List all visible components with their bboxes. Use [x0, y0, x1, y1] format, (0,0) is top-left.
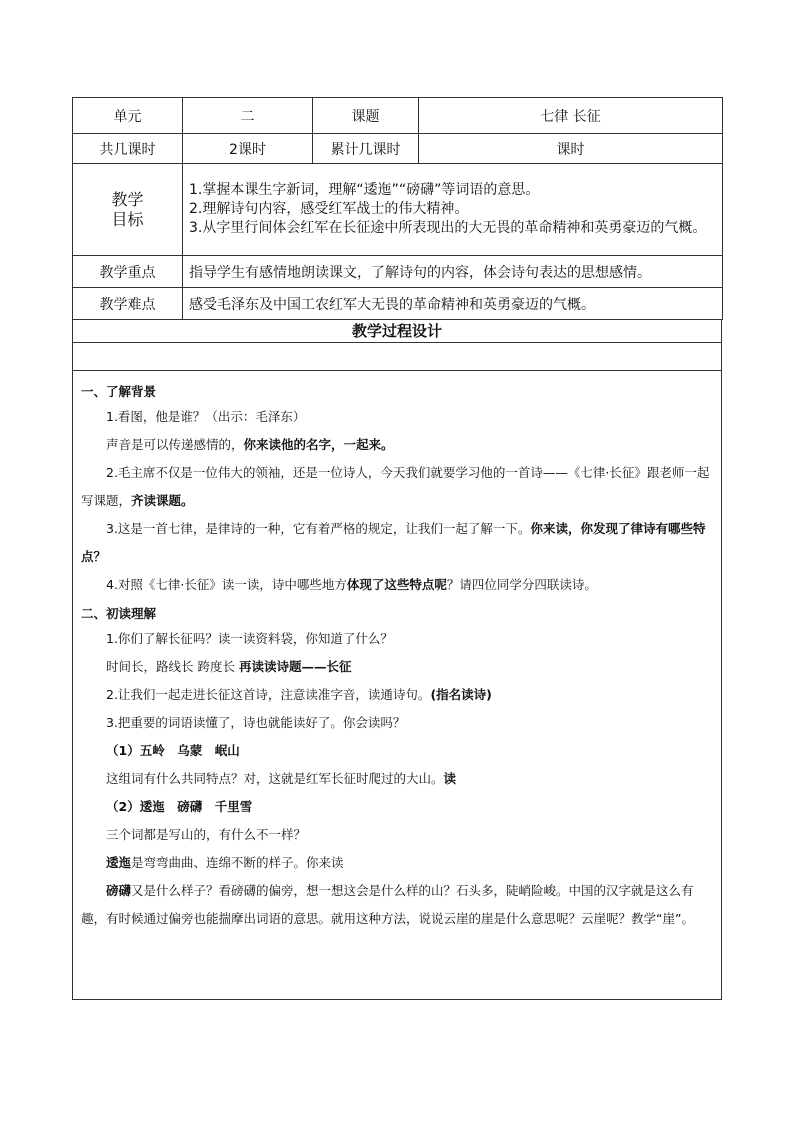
goal-item: 2.理解诗句内容，感受红军战士的伟大精神。 — [189, 201, 469, 217]
unit-label: 单元 — [73, 98, 183, 134]
bold-text: (指名读诗) — [430, 687, 492, 702]
paragraph — [81, 459, 713, 515]
text: 又是什么样子？看磅礴的偏旁，想一想这会是什么样的山？石头多，陡峭险峻。中国的汉字就是这么有趣，有时候通过偏旁也能揣摩出词语的意思。就用这种方法，说说云崖的崖是什么意思呢？云崖呢？教学“崖”。 — [81, 883, 694, 926]
paragraph — [81, 653, 713, 681]
goals-list — [183, 164, 723, 256]
paragraph — [81, 515, 713, 571]
goals-label-line-1: 教学 — [111, 189, 144, 209]
paragraph — [81, 877, 713, 933]
text: 3.把重要的词语读懂了，诗也就能读好了。你会读吗？ — [106, 715, 406, 730]
paragraph — [81, 821, 713, 849]
lesson-plan-sheet — [72, 97, 722, 1000]
text: 1.看图，他是谁？（出示：毛泽东） — [106, 409, 306, 424]
unit-value: 二 — [183, 98, 313, 134]
text: 4.对照《七律·长征》读一读，诗中哪些地方 — [106, 577, 347, 592]
difficulty-text: 感受毛泽东及中国工农红军大无畏的革命精神和英勇豪迈的气概。 — [183, 288, 723, 320]
goal-item: 3.从字里行间体会红军在长征途中所表现出的大无畏的革命精神和英勇豪迈的气概。 — [189, 220, 707, 236]
text: 2.让我们一起走进长征这首诗，注意读准字音，读通诗句。 — [106, 687, 431, 702]
text: ？请四位同学分四联读诗。 — [446, 577, 597, 592]
paragraph — [81, 765, 713, 793]
bold-text: 读 — [443, 771, 457, 786]
word-group: （2）逶迤 磅礴 千里雪 — [106, 799, 253, 814]
cumulative-label: 累计几课时 — [313, 134, 419, 164]
paragraph — [81, 431, 713, 459]
bold-text: 再读读诗题——长征 — [238, 659, 352, 674]
bold-text: 你来读他的名字，一起来。 — [243, 437, 394, 452]
topic-label: 课题 — [313, 98, 419, 134]
text: 是弯弯曲曲、连绵不断的样子。你来读 — [131, 855, 344, 870]
paragraph — [81, 709, 713, 737]
bold-text: 逶迤 — [106, 855, 132, 870]
goals-label — [73, 164, 183, 256]
paragraph — [81, 681, 713, 709]
text: 3.这是一首七律，是律诗的一种，它有着严格的规定，让我们一起了解一下。 — [106, 521, 531, 536]
paragraph — [81, 571, 713, 599]
text: 三个词都是写山的，有什么不一样？ — [106, 827, 307, 842]
lesson-info-table — [72, 97, 723, 320]
goal-item: 1.掌握本课生字新词，理解“逶迤”“磅礴”等词语的意思。 — [189, 182, 540, 198]
process-blank-row — [73, 343, 721, 371]
text: 1.你们了解长征吗？读一读资料袋，你知道了什么？ — [106, 631, 393, 646]
goals-label-line-2: 目标 — [111, 209, 144, 229]
periods-value: 2课时 — [183, 134, 313, 164]
section-heading: 二、初读理解 — [81, 606, 157, 621]
paragraph — [81, 625, 713, 653]
cumulative-value: 课时 — [419, 134, 723, 164]
text: 2.毛主席不仅是一位伟大的领袖，还是一位诗人，今天我们就要学习他的一首诗——《七律·长征》跟老师一起写课题， — [81, 465, 710, 508]
bold-text: 齐读课题。 — [131, 493, 194, 508]
teaching-process — [72, 320, 722, 1000]
process-content — [73, 371, 721, 999]
text: 这组词有什么共同特点？对，这就是红军长征时爬过的大山。 — [106, 771, 444, 786]
bold-text: 体现了这些特点呢 — [346, 577, 447, 592]
periods-label: 共几课时 — [73, 134, 183, 164]
bold-text: 你来读，你发现了律诗有哪些特点？ — [81, 521, 706, 564]
text: 时间长，路线长 跨度长 — [106, 659, 239, 674]
difficulty-label: 教学难点 — [73, 288, 183, 320]
text: 声音是可以传递感情的， — [106, 437, 244, 452]
focus-label: 教学重点 — [73, 256, 183, 288]
section-heading: 一、了解背景 — [81, 384, 157, 399]
process-title: 教学过程设计 — [73, 320, 721, 343]
bold-text: 磅礴 — [106, 883, 132, 898]
paragraph — [81, 403, 713, 431]
paragraph — [81, 849, 713, 877]
topic-value: 七律 长征 — [419, 98, 723, 134]
word-group: （1）五岭 乌蒙 岷山 — [106, 743, 240, 758]
focus-text: 指导学生有感情地朗读课文，了解诗句的内容，体会诗句表达的思想感情。 — [183, 256, 723, 288]
